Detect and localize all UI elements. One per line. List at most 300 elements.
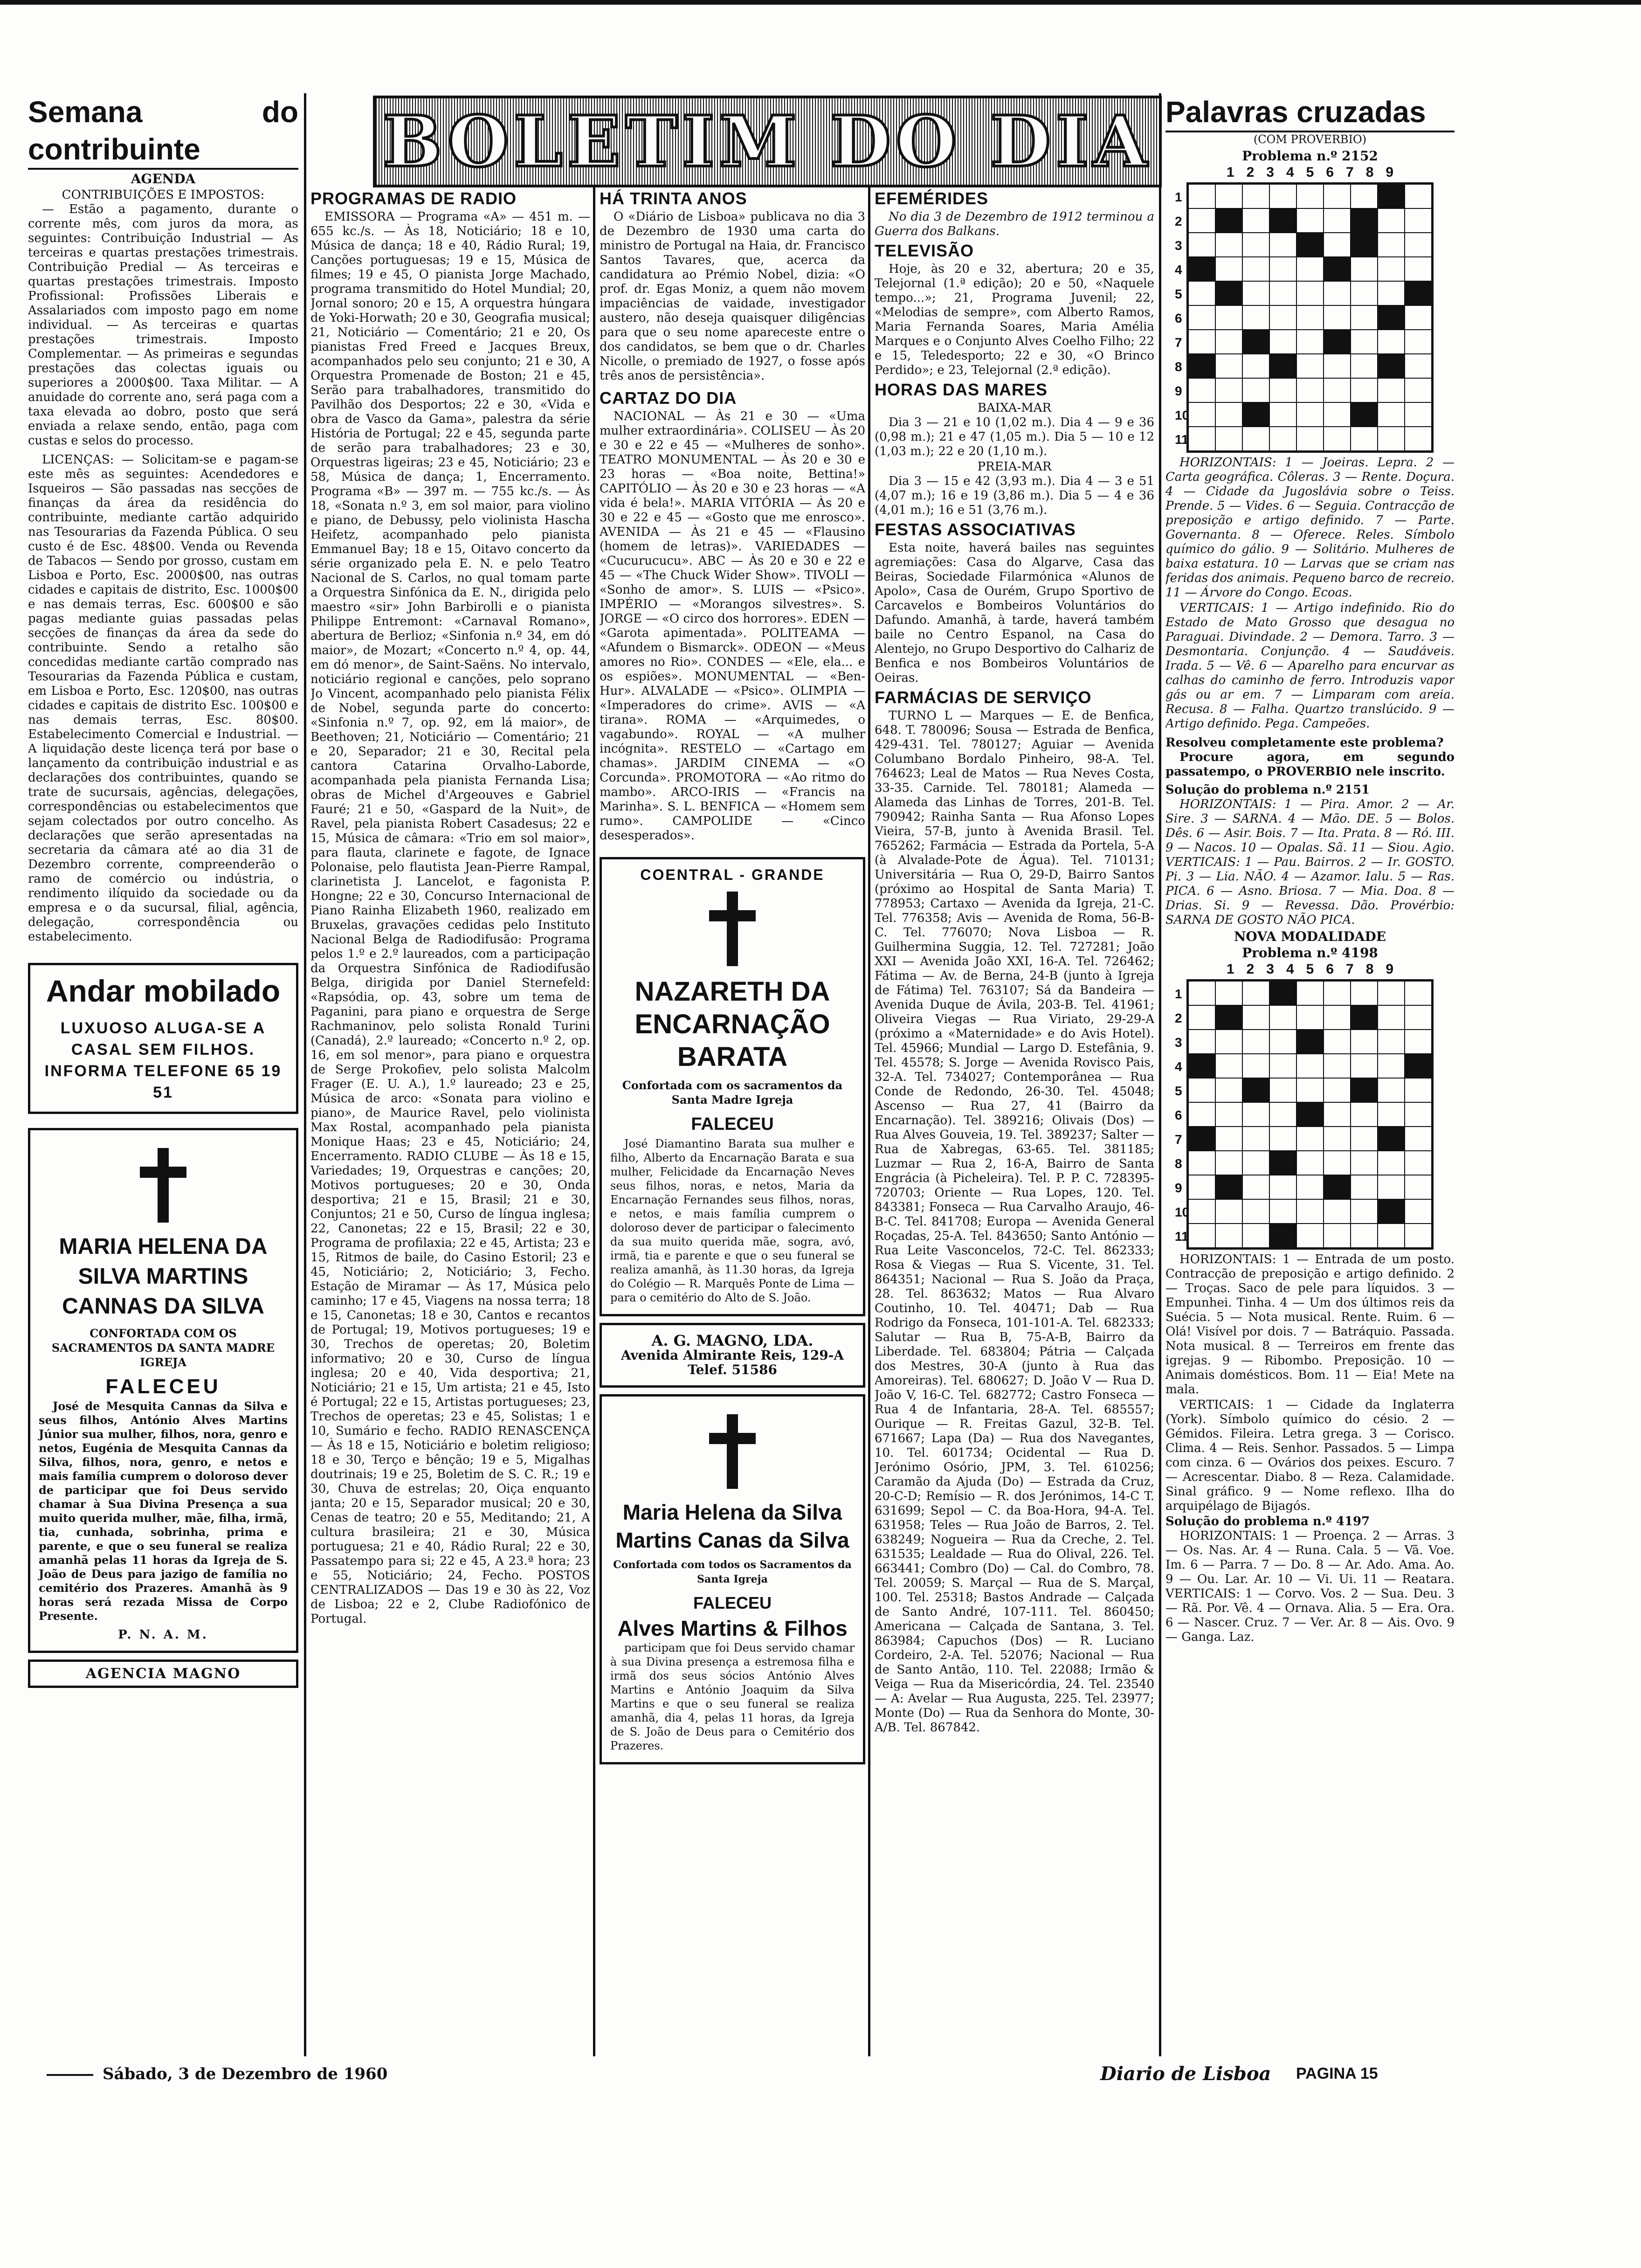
grid-cell [1242,1199,1269,1224]
column-number: 6 [1326,165,1334,180]
grid-cell [1242,981,1269,1005]
grid-cell [1188,1224,1215,1248]
ad-text: LUXUOSO ALUGA-SE A CASAL SEM FILHOS. INFORMA TELEFONE 65 19 51 [44,1019,282,1101]
grid-cell [1215,305,1242,330]
obituary-left [28,1128,298,1653]
left-column [28,93,298,1694]
grid-cell [1242,378,1269,402]
grid-cell [1351,1054,1378,1078]
grid-cell [1296,305,1324,330]
grid-cell [1269,1054,1296,1078]
grid-cell [1405,330,1432,354]
cw-column-numbers-2 [1165,962,1455,976]
info-column [875,187,1154,2056]
obit-signature: P. N. A. M. [118,1628,208,1642]
grid-cell [1188,1005,1215,1030]
trinta-heading: HÁ TRINTA ANOS [600,189,747,208]
grid-cell [1215,233,1242,257]
grid-cell [1378,427,1405,451]
grid-cell [1324,208,1351,233]
nazareth-faleceu: FALECEU [691,1114,774,1134]
crossword-column [1165,93,1455,1646]
row-number: 10 [1175,1205,1190,1219]
grid-cell [1269,257,1296,281]
grid-cell [1242,1151,1269,1175]
cw-subtitle: (COM PROVERBIO) [1253,133,1367,146]
grid-cell [1215,1078,1242,1102]
grid-cell [1378,305,1405,330]
obit2-sub: Confortada com todos os Sacramentos da Santa Igreja [613,1559,852,1585]
cw-problem-2: Problema n.º 4198 [1242,945,1378,961]
column-number: 4 [1286,165,1294,180]
footer [28,2061,1455,2089]
grid-cell [1351,378,1378,402]
grid-cell [1242,1030,1269,1054]
grid-cell [1188,184,1215,208]
column-number: 5 [1306,961,1314,977]
cw-row-numbers-2 [1175,982,1189,1249]
grid-cell [1215,257,1242,281]
grid-cell [1215,981,1242,1005]
magno-box [600,1323,865,1388]
grid-cell [1296,1175,1324,1199]
grid-cell [1378,1127,1405,1151]
grid-cell [1405,1175,1432,1199]
grid-cell [1351,1175,1378,1199]
mares-heading: HORAS DAS MARES [875,380,1048,399]
column-number: 1 [1226,961,1234,977]
grid-cell [1215,1199,1242,1224]
row-number: 8 [1175,360,1182,374]
grid-cell [1324,1054,1351,1078]
section-title: Semana do contribuinte [28,93,298,170]
obit-name: MARIA HELENA DA SILVA MARTINS CANNAS DA SILVA [59,1234,268,1319]
cartaz-heading: CARTAZ DO DIA [600,388,737,408]
baixa-text: Dia 3 — 21 e 10 (1,02 m.). Dia 4 — 9 e 36 (0,98 m.); 21 e 47 (1,05 m.). Dia 5 — 10 e 12 (1,03 m.); 22 e 20 (1,10 m.). [875,415,1154,458]
row-number: 5 [1175,1084,1182,1098]
grid-cell [1405,1151,1432,1175]
grid-cell [1242,1127,1269,1151]
grid-cell [1188,1102,1215,1127]
masthead-title: BOLETIM DO DIA [383,100,1152,183]
grid-cell [1405,1005,1432,1030]
middle-column [600,187,865,2056]
cw-nova: NOVA MODALIDADE [1234,929,1386,944]
grid-cell [1296,378,1324,402]
grid-cell [1215,184,1242,208]
grid-cell [1296,981,1324,1005]
column-number: 1 [1226,165,1234,180]
grid-cell [1378,1005,1405,1030]
row-number: 11 [1175,432,1189,447]
grid-cell [1324,305,1351,330]
cw-proverb-note: Procure agora, em segundo passatempo, o PROVERBIO nele inscrito. [1165,750,1455,779]
cw2-solution-text: HORIZONTAIS: 1 — Proença. 2 — Arras. 3 — Os. Nas. Ar. 4 — Runa. Cala. 5 — Vã. Voe. Im. 6 — Parra. 7 — Do. 8 — Ar. Ado. Ama. Ao. 9 — Ou. Lar. Ar. 10 — Vi. Ui. 11 — Reatara. VERTICAIS: 1 — Corvo. Vos. 2 — Sua. Deu. 3 — Rã. Por. Vê. 4 — Ornava. Alia. 5 — Era. Ora. 6 — Nascer. Cruz. 7 — Ver. Ar. 8 — Ais. Ovo. 9 — Ganga. Laz. [1165,1529,1455,1644]
agenda-heading: AGENDA [131,171,196,187]
grid-cell [1378,378,1405,402]
grid-cell [1188,257,1215,281]
column-number: 9 [1386,165,1394,180]
grid-cell [1269,1005,1296,1030]
efem-heading: EFEMÉRIDES [875,189,989,208]
grid-cell [1296,1151,1324,1175]
grid-cell [1378,1102,1405,1127]
grid-cell [1405,1224,1432,1248]
radio-heading: PROGRAMAS DE RADIO [310,189,517,208]
grid-cell [1269,1175,1296,1199]
grid-cell [1242,1054,1269,1078]
tv-text: Hoje, às 20 e 32, abertura; 20 e 35, Telejornal (1.ª edição); 20 e 50, «Naquele tempo...»; 21, Programa Juvenil; 22, «Melodias de sempre», com Alberto Ramos, Maria Fernanda Soares, Maria Amélia Marques e o Conjunto Alves Coelho Filho; 22 e 15, Teledesporto; 22 e 30, «O Brinco Perdido»; e 23, Telejornal (2.ª edição). [875,262,1154,377]
top-rule [0,0,1641,5]
cw-verticais: VERTICAIS: 1 — Artigo indefinido. Rio do Estado de Mato Grosso que desagua no Paraguai. Divindade. 2 — Demora. Tarro. 3 — Desmontaria. Conjunção. 4 — Saudáveis. Irada. 5 — Vê. 6 — Aparelho para encurvar as calhas do caminho de ferro. Introduzis vapor gás ou ar em. 7 — Limparam com areia. Recusa. 8 — Falha. Quartzo translúcido. 9 — Artigo definido. Pega. Campeões. [1165,601,1455,731]
grid-cell [1215,1151,1242,1175]
grid-cell [1378,354,1405,378]
column-number: 4 [1286,961,1294,977]
row-number: 5 [1175,287,1182,301]
cross-icon [140,1148,186,1223]
row-number: 1 [1175,190,1182,204]
baixa-heading: BAIXA-MAR [977,401,1052,415]
grid-cell [1351,1102,1378,1127]
grid-cell [1242,184,1269,208]
grid-cell [1269,1199,1296,1224]
grid-cell [1215,1127,1242,1151]
grid-cell [1324,330,1351,354]
grid-cell [1296,1005,1324,1030]
grid-cell [1405,208,1432,233]
grid-cell [1351,1078,1378,1102]
preia-text: Dia 3 — 15 e 42 (3,93 m.). Dia 4 — 3 e 51 (4,07 m.); 16 e 19 (3,86 m.). Dia 5 — 4 e 36 (4,01 m.); 16 e 51 (3,76 m.). [875,474,1154,517]
masthead [373,96,1162,187]
row-number: 1 [1175,987,1182,1001]
grid-cell [1351,427,1378,451]
grid-cell [1405,378,1432,402]
nazareth-sub: Confortada com os sacramentos da Santa Madre Igreja [622,1079,843,1106]
grid-cell [1378,257,1405,281]
grid-cell [1351,402,1378,427]
grid-cell [1188,1127,1215,1151]
obit2-text: participam que foi Deus servido chamar à sua Divina presença a estremosa filha e irmã dos seus sócios António Alves Martins e António Joaquim da Silva Martins e que o seu funeral se realiza amanhã, dia 4, pelas 11 horas, da Igreja de S. João de Deus para o Cemitério dos Prazeres. [610,1641,855,1752]
obit2-name: Maria Helena da Silva Martins Canas da Silva [615,1500,849,1552]
farm-text: TURNO L — Marques — E. de Benfica, 648. T. 780096; Sousa — Estrada de Benfica, 429-431. Tel. 780127; Aguiar — Avenida Columbano Bordalo Pinheiro, 98-A. Tel. 764623; Leal de Matos — Rua Neves Costa, 33-35. Carnide. Tel. 780181; Alameda — Alameda das Linhas de Torres, 201-B. Tel. 790942; Rainha Santa — Rua Afonso Lopes Vieira, 57-B, junto à Avenida Brasil. Tel. 765262; Farmácia — Estrada da Portela, 5-A (à Alvalade-Pote de Água). Tel. 710131; Universitária — Rua O, 29-D, Bairro Santos (próximo ao Hospital de Santa Maria) T. 778953; Cartaxo — Avenida da Igreja, 21-C. Tel. 776358; Avis — Avenida de Roma, 56-B-C. Tel. 776070; Nova Lisboa — R. Guilhermina Suggia, 12. Tel. 727281; João XXI — Avenida João XXI, 16-A. Tel. 726462; Fátima — Av. de Berna, 24-B (junto à Igreja de Fátima) Tel. 763107; Sá da Bandeira — Avenida Duque de Ávila, 203-B. Tel. 41961; Oliveira Viegas — Rua Viriato, 29-29-A (próximo a «Maternidade» e do Avis Hotel). Tel. 45966; Mundial — Largo D. Estefânia, 9. Tel. 45578; S. Jorge — Avenida Rovisco Pais, 32-A. Tel. 734027; Contemporânea — Rua Conde de Redondo, 26-30. Tel. 45048; Ascenso — Rua 27, 41 (Bairro da Encarnação). Tel. 389216; Olivais (Dos) — Rua Alves Gouveia, 19. Tel. 389237; Salter — Rua de Xabregas, 63-65. Tel. 381185; Luzmar — Rua 2, 16-A, Bairro de Santa Engrácia (à Picheleira). Tel. P. P. C. 728395-720703; Oriente — Rua Lopes, 120. Tel. 843381; Fonseca — Rua Carvalho Araujo, 46-B-C. Tel. 841708; Europa — Avenida General Roçadas, 25-A. Tel. 843650; Santo António — Rua Leite Vasconcelos, 72-C. Tel. 862333; Rosa & Viegas — Rua S. Vicente, 31. Tel. 864351; Nacional — Rua S. João da Praça, 28. Tel. 863632; Matos — Rua Alvaro Coutinho, 10. Tel. 40471; Dab — Rua Rodrigo da Fonseca, 101-101-A. Tel. 682333; Salutar — Rua B, 75-A-B, Bairro da Liberdade. Tel. 683804; Pátria — Calçada dos Mestres, 30-A (junto à Rua das Amoreiras). Tel. 680627; D. João V — Rua D. João V, 16-C. Tel. 682772; Castro Fonseca — Rua 4 de Infantaria, 28-A. Tel. 685557; Ourique — R. Freitas Gazul, 32-B. Tel. 671667; Lapa (Da) — Rua dos Navegantes, 10. Tel. 601734; Ocidental — Rua D. Jerónimo Osório, JPM, 3. Tel. 610256; Caramão da Ajuda (Do) — Estrada da Cruz, 20-C-D; Remísio — R. dos Jerónimos, 14-C T. 631699; Sepol — C. da Boa-Hora, 94-A. Tel. 631958; Teles — Rua João de Barros, 2. Tel. 638249; Nogueira — Rua da Creche, 2. Tel. 631535; Lealdade — Rua do Olival, 226. Tel. 663441; Combro (Do) — Cal. do Combro, 78. Tel. 20059; S. Marçal — Rua de S. Marçal, 100. Tel. 25318; Bastos Andrade — Calçada de Santo André, 107-111. Tel. 860450; Americana — Calçada de Santana, 3. Tel. 863984; Capuchos (Dos) — R. Luciano Cordeiro, 2-A. Tel. 52076; Nacional — Rua de Santo Antão, 110. Tel. 22088; Irmão & Veiga — Rua da Misericórdia, 24. Tel. 23540 — A: Avelar — Rua Augusta, 225. Tel. 23977; Monte (Do) — Rua da Senhora do Monte, 30-A/B. Tel. 867842. [875,709,1154,1735]
column-rule-1 [304,93,306,2056]
grid-cell [1405,402,1432,427]
footer-page: PAGINA 15 [1296,2065,1378,2082]
grid-cell [1242,330,1269,354]
grid-cell [1351,233,1378,257]
contrib-text: — Estão a pagamento, durante o corrente mês, com juros da mora, as seguintes: Contribuição Industrial — As terceiras e quartas prestações trimestrais. Contribuição Predial — As terceiras e quartas prestações trimestrais. Imposto Profissional: Profissões Liberais e Assalariados com imposto pago em nome individual. — As terceiras e quartas prestações trimestrais. Imposto Complementar. — As primeiras e segundas prestações das colectas iguais ou superiores a 2000$00. Taxa Militar. — A anuidade do corrente ano, será paga com a taxa elevada ao dobro, posto que será enviada a relaxe sendo, então, paga com custas e selos do processo. [28,202,298,448]
grid-cell [1215,1054,1242,1078]
grid-cell [1296,257,1324,281]
grid-cell [1351,981,1378,1005]
grid-cell [1269,1127,1296,1151]
grid-cell [1296,1224,1324,1248]
grid-cell [1296,1078,1324,1102]
magno-addr: Avenida Almirante Reis, 129-A [621,1348,844,1363]
grid-cell [1269,981,1296,1005]
coentral-header: COENTRAL - GRANDE [640,866,825,883]
grid-cell [1324,378,1351,402]
grid-cell [1188,1078,1215,1102]
row-number: 3 [1175,1035,1182,1050]
grid-cell [1296,427,1324,451]
column-number: 3 [1266,961,1274,977]
tv-heading: TELEVISÃO [875,241,974,260]
grid-cell [1215,1005,1242,1030]
cw2-horizontais: HORIZONTAIS: 1 — Entrada de um posto. Contracção de preposição e artigo definido. 2 — Troças. Saco de pele para líquidos. 3 — Empunhei. Tinha. 4 — Um dos últimos reis da Suécia. 5 — Nota musical. Rente. Ruim. 6 — Olá! Visível por dois. 7 — Batráquio. Passada. Nota musical. 8 — Terreiros em frente das igrejas. 9 — Ribombo. Preposição. 10 — Animais domésticos. Bom. 11 — Eia! Mete na mala. [1165,1252,1455,1397]
grid-cell [1188,1030,1215,1054]
grid-cell [1324,1078,1351,1102]
grid-cell [1296,1054,1324,1078]
grid-cell [1269,305,1296,330]
obit2-line: Alves Martins & Filhos [617,1616,848,1640]
row-number: 6 [1175,1108,1182,1122]
grid-cell [1405,1078,1432,1102]
row-number: 7 [1175,1132,1182,1147]
cartaz-text: NACIONAL — Às 21 e 30 — «Uma mulher extraordinária». COLISEU — Às 20 e 30 e 22 e 45 — «Mulheres de sonho». TEATRO MONUMENTAL — Às 20 e 30 e 23 horas — «Boa noite, Bettina!» CAPITÓLIO — Às 20 e 30 e 23 horas — «A vida é bela!». MARIA VITÓRIA — Às 20 e 30 e 22 e 45 — «Gosto que me enrosco». AVENIDA — Às 21 e 45 — «Flausino (homem de letras)». VARIEDADES — «Cucurucucu». ABC — Às 20 e 30 e 22 e 45 — «The Chuck Wider Show». TIVOLI — «Sonho de amor». S. LUIS — «Psico». IMPÉRIO — «Morangos silvestres». S. JORGE — «O circo dos horrores». EDEN — «Garota apimentada». POLITEAMA — «Afundem o Bismarck». ODEON — «Meus amores no Rio». CONDES — «Ele, ela... e os espiões». MONUMENTAL — «Ben-Hur». ALVALADE — «Psico». OLIMPIA — «Imperadores do crime». AVIS — «A tirana». ROMA — «Arquimedes, o vagabundo». ROYAL — «A mulher incógnita». RESTELO — «Cartago em chamas». JARDIM CINEMA — «O Corcunda». PROMOTORA — «Ao ritmo do mambo». ARCO-IRIS — «Francis na Marinha». S. L. BENFICA — «Homem sem rumo». CAMPOLIDE — «Cinco desesperados». [600,409,865,843]
grid-cell [1324,354,1351,378]
cw-row-numbers [1175,185,1189,452]
nazareth-name: NAZARETH DA ENCARNAÇÃO BARATA [634,976,830,1072]
grid-cell [1269,1151,1296,1175]
preia-heading: PREIA-MAR [977,460,1052,474]
obit-sub: CONFORTADA COM OS SACRAMENTOS DA SANTA MADRE IGREJA [51,1327,275,1369]
cw-column-numbers [1165,165,1455,180]
licencas-text: LICENÇAS: — Solicitam-se e pagam-se este mês as seguintes: Acendedores e Isqueiros — São passadas nas secções de finanças da área da residência do contribuinte, mediante cartão adquirido nas Tesourarias da Fazenda Pública. O seu custo é de Esc. 48$00. Venda ou Revenda de Tabacos — Sendo por grosso, custam em Lisboa e Porto, Esc. 2000$00, nas outras cidades e capitais de distrito, Esc. 1000$00 e nas demais terras, Esc. 600$00 e são pagas mediante guias passadas pelas secções de finanças da área da sede do contribuinte. Sendo a retalho são concedidas mediante cartão comprado nas Tesourarias da Fazenda Pública e custam, em Lisboa e Porto, Esc. 120$00, nas outras cidades e capitais de distrito Esc. 100$00 e nas demais terras, Esc. 80$00. Estabelecimento Comercial e Industrial. — A liquidação deste licença terá por base o lançamento da contribuição industrial e as declarações dos contribuintes, quando se trate de sucursais, agências, delegações, correspondências ou estabelecimentos que sejam colectados por outro concelho. As declarações que serão apresentadas na secretaria da câmara até ao dia 31 de Dezembro corrente, compreenderão o ramo de comércio ou indústria, o rendimento ilíquido da sociedade ou da empresa e o da sucursal, filial, agência, delegação, correspondência ou estabelecimento. [28,453,298,944]
row-number: 3 [1175,238,1182,253]
grid-cell [1324,1102,1351,1127]
grid-cell [1378,208,1405,233]
grid-cell [1405,1102,1432,1127]
obituary-nazareth [600,857,865,1316]
cw-problem: Problema n.º 2152 [1242,148,1378,164]
column-rule-3 [868,187,870,2056]
grid-cell [1351,1224,1378,1248]
festas-heading: FESTAS ASSOCIATIVAS [875,520,1076,539]
grid-cell [1351,184,1378,208]
grid-cell [1405,1199,1432,1224]
grid-cell [1324,233,1351,257]
agency-box [28,1660,298,1688]
grid-cell [1405,354,1432,378]
grid-cell [1351,1005,1378,1030]
grid-cell [1188,981,1215,1005]
grid-cell [1324,1151,1351,1175]
grid-cell [1378,1151,1405,1175]
grid-cell [1269,1078,1296,1102]
grid-cell [1269,208,1296,233]
cw-title: Palavras cruzadas [1165,93,1455,132]
grid-cell [1242,1224,1269,1248]
agency-name: AGENCIA MAGNO [85,1666,241,1682]
grid-cell [1296,354,1324,378]
grid-cell [1296,330,1324,354]
grid-cell [1215,1102,1242,1127]
cw-solution-heading: Solução do problema n.º 2151 [1165,783,1370,797]
column-number: 8 [1365,165,1374,180]
grid-cell [1324,981,1351,1005]
cw-question: Resolveu completamente este problema? [1165,736,1444,750]
grid-cell [1242,1102,1269,1127]
grid-cell [1269,281,1296,305]
footer-rule-left [47,2074,93,2076]
grid-cell [1296,402,1324,427]
grid-cell [1378,1030,1405,1054]
cw2-solution-heading: Solução do problema n.º 4197 [1165,1514,1370,1528]
row-number: 11 [1175,1229,1189,1244]
grid-cell [1296,1127,1324,1151]
grid-cell [1351,354,1378,378]
row-number: 6 [1175,311,1182,325]
ad-andar-mobilado [28,963,298,1114]
grid-cell [1242,233,1269,257]
grid-cell [1324,402,1351,427]
row-number: 4 [1175,1059,1182,1074]
grid-cell [1324,1224,1351,1248]
row-number: 2 [1175,1011,1182,1025]
contrib-heading: CONTRIBUIÇÕES E IMPOSTOS: [62,188,265,202]
radio-text: EMISSORA — Programa «A» — 451 m. — 655 kc./s. — Às 18, Noticiário; 18 e 10, Música de dança; 18 e 40, Rádio Rural; 19, Canções portuguesas; 19 e 15, Música de filmes; 19 e 45, O pianista Jorge Machado, programa transmitido do Hotel Mundial; 20, Jornal sonoro; 20 e 15, A orquestra húngara de Yoki-Horwath; 20 e 30, Geografia musical; 21, Noticiário — Comentário; 21 e 20, Os pianistas Fred Freed e Jacques Breux, acompanhados pelo seu conjunto; 21 e 30, A Orquestra Promenade de Boston; 21 e 45, Serão para trabalhadores, transmitido do Pavilhão dos Desportos; 22 e 30, «Vida e obra de Vasco da Gama», palestra da série História de Portugal; 22 e 45, segunda parte de serão para trabalhadores; 23 e 30, Orquestras ligeiras; 23 e 45, Noticiário; 23 e 58, Música de dança; 1, Encerramento. Programa «B» — 397 m. — 755 kc./s. — Às 18, «Sonata n.º 3, em sol maior, para violino e piano, de Debussy, pelo violinista Hascha Heifetz, acompanhado pelo pianista Emmanuel Bay; 18 e 15, Oitavo concerto da série organizado pela E. N. e pelo Teatro Nacional de S. Carlos, no qual tomam parte a Orquestra Sinfónica da E. N., dirigida pelo maestro «sir» John Barbirolli e o pianista Philippe Entremont: «Carnaval Romano», abertura de Berlioz; «Sinfonia n.º 34, em dó maior», de Mozart; «Concerto n.º 4, op. 44, em dó menor», de Saint-Saëns. No intervalo, noticiário regional e canções, pelo soprano Jo Vincent, acompanhado pelo pianista Félix de Nobel, segunda parte do concerto: «Sinfonia n.º 7, op. 92, em lá maior», de Beethoven; 21, Noticiário — Comentário; 21 e 20, Separador; 21 e 30, Recital pela cantora Catarina Orvalho-Laborde, acompanhada pela pianista Fernanda Lisa; obras de Michel d'Argeouves e Gabriel Fauré; 21 e 50, «Gaspard de la Nuit», de Ravel, pela pianista Robert Casadesus; 22 e 15, Música de câmara: «Trio em sol maior», para flauta, clarinete e fagote, de Ignace Polonaise, pelo flautista Jean-Pierre Rampal, clarinetista J. Lancelot, e fagonista P. Hongne; 22 e 30, Concurso Internacional de Piano Rainha Elizabeth 1960, realizado em Bruxelas, gravações cedidas pelo Instituto Nacional Belga de Radiodifusão: Programa pelos 1.º e 2.º laureados, com a participação da Orquestra Sinfónica de Radiodifusão Belga, dirigida por Daniel Sternefeld: «Rapsódia, op. 43, sobre um tema de Paganini, para piano e orquestra de Serge Rachmaninov, pelo solista Ronald Turini (Canadá), 2.º laureado; «Concerto n.º 2, op. 16, em sol menor», para piano e orquestra de Serge Prokofiev, pelo solista Malcolm Frager (E. U. A.), 1.º laureado; 23 e 25, Música de arco: «Sonata para violino e piano», de Maurice Ravel, pelo violinista Max Rostal, acompanhado pela pianista Monique Haas; 23 e 45, Noticiário; 24, Encerramento. RADIO CLUBE — Às 18 e 15, Variedades; 19, Orquestras e canções; 20, Motivos portugueses; 20 e 30, Onda desportiva; 21 e 15, Brasil; 21 e 30, Conjuntos; 21 e 50, Curso de língua inglesa; 22, Canonetas; 22 e 15, Brasil; 22 e 30, Programa de profilaxia; 22 e 45, Artista; 23 e 15, Ritmos de baile, do Casino Estoril; 23 e 45, Noticiário; 2, Noticiário; 3, Fecho. Estação de Miramar — Às 17, Música pelo caminho; 17 e 45, Viagens na nossa terra; 18 e 15, Canonetas; 18 e 30, Cantos e recantos de Portugal; 19, Motivos portugueses; 19 e 30, Trechos de operetas; 20, Boletim informativo; 20 e 30, Curso de língua inglesa; 20 e 40, Vida desportiva; 21, Noticiário; 21 e 15, Um artista; 21 e 45, Isto é Portugal; 22 e 15, Artistas portugueses; 23, Trechos de operetas; 23 e 45, Solistas; 1 e 10, Sumário e fecho. RADIO RENASCENÇA — Às 18 e 15, Noticiário e boletim religioso; 18 e 30, Terço e bênção; 19 e 5, Migalhas doutrinais; 19 e 25, Boletim de S. C. R.; 19 e 30, Chuva de estrelas; 20, Oiça enquanto janta; 20 e 15, Separador musical; 20 e 30, Cenas de teatro; 20 e 55, Meditando; 21, A cultura brasileira; 21 e 30, Música portuguesa; 21 e 40, Rádio Rural; 22 e 30, Passatempo para si; 22 e 45, A 23.ª hora; 23 e 55, Noticiário; 24, Fecho. POSTOS CENTRALIZADOS — Das 19 e 30 às 22, Voz de Lisboa; 22 e 2, Clube Radiofónico de Portugal. [310,210,590,1626]
row-number: 9 [1175,384,1182,398]
grid-cell [1188,305,1215,330]
grid-cell [1215,427,1242,451]
cw-solution-text: HORIZONTAIS: 1 — Pira. Amor. 2 — Ar. Sire. 3 — SARNA. 4 — Mão. DE. 5 — Bolos. Dês. 6 — Asir. Bois. 7 — Ita. Prata. 8 — Ró. III. 9 — Nacos. 10 — Opalas. Sã. 11 — Siou. Agio. VERTICAIS: 1 — Pau. Bairros. 2 — Ir. GOSTO. Pi. 3 — Lia. NÃO. 4 — Azamor. Ialu. 5 — Ras. PICA. 6 — Asno. Briosa. 7 — Mia. Doa. 8 — Drias. Si. 9 — Revessa. Dão. Provérbio: SARNA DE GOSTO NÃO PICA. [1165,797,1455,927]
grid-cell [1269,233,1296,257]
grid-cell [1405,427,1432,451]
grid-cell [1378,281,1405,305]
grid-cell [1269,427,1296,451]
grid-cell [1188,1175,1215,1199]
grid-cell [1188,354,1215,378]
obit2-faleceu: FALECEU [693,1593,772,1612]
grid-cell [1351,1030,1378,1054]
grid-cell [1378,1175,1405,1199]
grid-cell [1405,233,1432,257]
grid-cell [1188,233,1215,257]
grid-cell [1378,1224,1405,1248]
obit-faleceu: FALECEU [105,1375,221,1398]
cross-icon [709,892,756,966]
grid-cell [1351,1199,1378,1224]
column-number: 8 [1365,961,1374,977]
magno-tel: Telef. 51586 [688,1362,777,1377]
grid-cell [1242,354,1269,378]
grid-cell [1269,354,1296,378]
grid-cell [1378,1199,1405,1224]
footer-date: Sábado, 3 de Dezembro de 1960 [103,2065,388,2083]
grid-cell [1188,1199,1215,1224]
grid-cell [1351,1127,1378,1151]
crossword-grid [1186,182,1434,453]
column-rule-4 [1159,93,1161,2056]
column-number: 7 [1346,165,1354,180]
column-number: 7 [1346,961,1354,977]
grid-cell [1269,184,1296,208]
radio-column [310,187,590,2056]
grid-cell [1324,257,1351,281]
grid-cell [1351,257,1378,281]
row-number: 8 [1175,1156,1182,1171]
grid-cell [1296,233,1324,257]
column-number: 9 [1386,961,1394,977]
grid-cell [1405,305,1432,330]
grid-cell [1351,305,1378,330]
grid-cell [1296,208,1324,233]
trinta-text: O «Diário de Lisboa» publicava no dia 3 de Dezembro de 1930 uma carta do ministro de Portugal na Haia, dr. Francisco Santos Tavares, que, acerca da candidatura ao Prémio Nobel, dizia: «O prof. dr. Egas Moniz, a quem não movem impaciências de vaidade, investigador austero, não deseja quaisquer diligências para que o seu nome apareceste entre o dos candidatos, se bem que o dr. Charles Nicolle, o premiado de 1927, o fosse após três anos de persistência». [600,210,865,383]
grid-cell [1324,1030,1351,1054]
grid-cell [1242,1005,1269,1030]
grid-cell [1188,1151,1215,1175]
grid-cell [1351,208,1378,233]
grid-cell [1215,281,1242,305]
grid-cell [1296,184,1324,208]
grid-cell [1324,427,1351,451]
nazareth-text: José Diamantino Barata sua mulher e filho, Alberto da Encarnação Barata e sua mulher, Felicidade da Encarnação Neves seus filhos, noras, e netos, Maria da Encarnação Fernandes seus filhos, noras, e netos, e mais família cumprem o doloroso dever de participar o falecimento da sua muito querida mãe, sogra, avó, irmã, tia e parente e que o seu funeral se realiza amanhã, às 11.30 horas, da Igreja do Colégio — R. Marquês Ponte de Lima — para o cemitério do Alto de S. João. [610,1137,855,1304]
grid-cell [1215,402,1242,427]
grid-cell [1188,427,1215,451]
footer-paper: Diario de Lisboa [1100,2063,1271,2085]
grid-cell [1242,257,1269,281]
grid-cell [1351,330,1378,354]
farm-heading: FARMÁCIAS DE SERVIÇO [875,688,1092,707]
crossword-grid-2 [1186,979,1434,1250]
grid-cell [1215,354,1242,378]
column-number: 3 [1266,165,1274,180]
column-number: 2 [1246,165,1255,180]
grid-cell [1269,1030,1296,1054]
grid-cell [1296,1030,1324,1054]
column-number: 6 [1326,961,1334,977]
grid-cell [1405,281,1432,305]
grid-cell [1296,1199,1324,1224]
grid-cell [1242,402,1269,427]
grid-cell [1269,330,1296,354]
grid-cell [1351,1151,1378,1175]
grid-cell [1188,330,1215,354]
grid-cell [1351,281,1378,305]
grid-cell [1378,233,1405,257]
grid-cell [1242,305,1269,330]
grid-cell [1188,378,1215,402]
grid-cell [1215,1175,1242,1199]
grid-cell [1378,981,1405,1005]
grid-cell [1242,208,1269,233]
grid-cell [1324,1199,1351,1224]
grid-cell [1269,378,1296,402]
column-number: 5 [1306,165,1314,180]
grid-cell [1324,281,1351,305]
obit-text: José de Mesquita Cannas da Silva e seus filhos, António Alves Martins Júnior sua mulher, filhos, nora, genro e netos, Eugénia de Mesquita Cannas da Silva, filhos, nora, genro, e netos e mais família cumprem o doloroso dever de participar que foi Deus servido chamar à Sua Divina Presença a sua muito querida mulher, mãe, filha, irmã, tia, cunhada, sobrinha, prima e parente, e que o seu funeral se realiza amanhã pelas 11 horas da Igreja de S. João de Deus para jazigo de família no cemitério dos Prazeres. Amanhã às 9 horas será rezada Missa de Corpo Presente. [39,1399,288,1623]
grid-cell [1215,330,1242,354]
grid-cell [1242,1175,1269,1199]
grid-cell [1378,184,1405,208]
grid-cell [1405,257,1432,281]
grid-cell [1378,402,1405,427]
grid-cell [1215,1030,1242,1054]
grid-cell [1215,378,1242,402]
cw2-verticais: VERTICAIS: 1 — Cidade da Inglaterra (York). Símbolo químico do césio. 2 — Gémidos. Fileira. Letra grega. 3 — Corisco. Clima. 4 — Reis. Senhor. Passados. 5 — Limpa com cinza. 6 — Ovários dos peixes. Escuro. 7 — Acrescentar. Diabo. 8 — Reza. Calamidade. Sinal gráfico. 9 — Nome reflexo. Ilha do arquipélago de Bijagós. [1165,1398,1455,1513]
grid-cell [1405,981,1432,1005]
efem-text: No dia 3 de Dezembro de 1912 terminou a Guerra dos Balkans. [875,210,1154,238]
grid-cell [1405,184,1432,208]
grid-cell [1405,1054,1432,1078]
row-number: 4 [1175,263,1182,277]
grid-cell [1242,427,1269,451]
grid-cell [1242,281,1269,305]
obituary-right [600,1394,865,1764]
row-number: 2 [1175,214,1182,228]
grid-cell [1242,1078,1269,1102]
